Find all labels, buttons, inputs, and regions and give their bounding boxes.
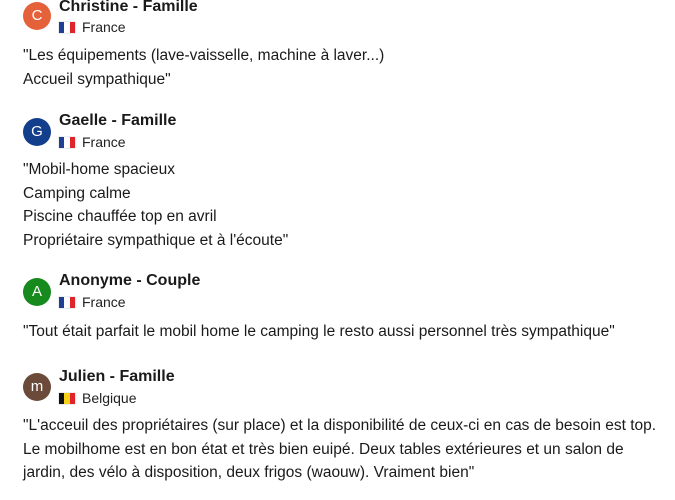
review-line: "Les équipements (lave-vaisselle, machine à laver...) <box>23 47 385 64</box>
reviewer-country <box>59 390 137 406</box>
avatar: C <box>23 2 51 30</box>
reviewer-country <box>59 134 126 150</box>
country-label: France <box>82 134 126 150</box>
avatar: m <box>23 373 51 401</box>
country-label: France <box>82 294 126 310</box>
avatar: G <box>23 118 51 146</box>
reviewer-country <box>59 19 126 35</box>
review-text <box>23 320 663 344</box>
country-label: France <box>82 19 126 35</box>
reviewer-country <box>59 294 126 310</box>
reviewer-name: Julien - Famille <box>59 368 175 385</box>
france-flag-icon <box>59 297 75 308</box>
country-label: Belgique <box>82 390 137 406</box>
review-line: "Mobil-home spacieux <box>23 161 175 178</box>
review-line: Piscine chauffée top en avril <box>23 208 217 225</box>
reviewer-name: Christine - Famille <box>59 0 198 15</box>
france-flag-icon <box>59 137 75 148</box>
avatar: A <box>23 278 51 306</box>
review-line: Accueil sympathique" <box>23 70 171 88</box>
reviewer-name: Gaelle - Famille <box>59 112 177 129</box>
belgium-flag-icon <box>59 393 75 404</box>
review-text <box>23 44 663 91</box>
review-line: "Tout était parfait le mobil home le camping le resto aussi personnel très sympathique" <box>23 323 615 340</box>
review-text <box>23 158 663 252</box>
review-line: Camping calme <box>23 184 131 202</box>
review-line: Propriétaire sympathique et à l'écoute" <box>23 231 289 249</box>
reviewer-name: Anonyme - Couple <box>59 272 201 289</box>
review-paragraph: "L'acceuil des propriétaires (sur place) et la disponibilité de ceux-ci en cas de besoin est top. Le mobilhome est en bon état et très bien euipé. Deux tables extérieures et un salon de jardin, des vélo à disposition, deux frigos (waouw). Vraiment bien" <box>23 417 657 481</box>
review-text <box>23 414 663 485</box>
france-flag-icon <box>59 22 75 33</box>
